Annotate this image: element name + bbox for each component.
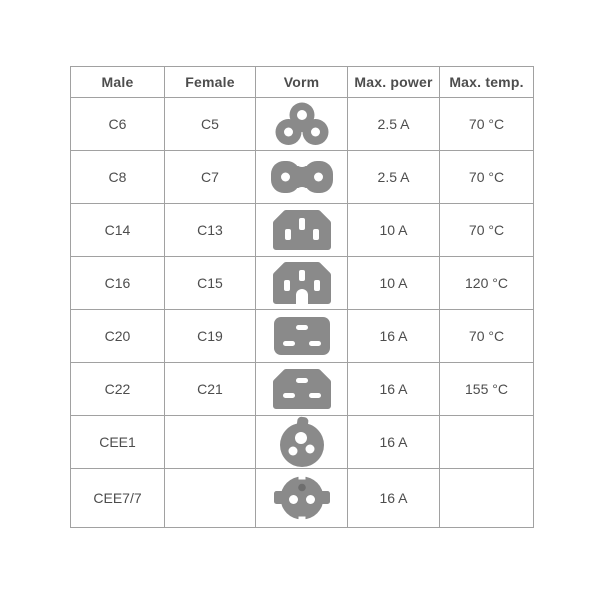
vorm-cell	[256, 310, 348, 363]
female-cell: C7	[165, 151, 256, 204]
c15-connector-icon	[273, 262, 331, 304]
vorm-cell	[256, 363, 348, 416]
max-power-cell: 10 A	[348, 204, 440, 257]
max-power-cell: 16 A	[348, 310, 440, 363]
table-row-c14-c13	[71, 204, 534, 257]
cee77-schuko-connector-icon	[274, 475, 330, 521]
vorm-cell	[256, 98, 348, 151]
vorm-cell	[256, 416, 348, 469]
c5-cloverleaf-connector-icon	[274, 102, 330, 146]
male-cell: C8	[71, 151, 165, 204]
c21-connector-icon	[273, 369, 331, 409]
male-cell: C6	[71, 98, 165, 151]
header-row	[71, 67, 534, 98]
vorm-cell	[256, 204, 348, 257]
vorm-cell	[256, 257, 348, 310]
female-cell	[165, 469, 256, 528]
table-row-c20-c19	[71, 310, 534, 363]
table-row-c6-c5	[71, 98, 534, 151]
male-cell: CEE1	[71, 416, 165, 469]
female-cell: C13	[165, 204, 256, 257]
max-temp-cell	[440, 469, 534, 528]
c19-connector-icon	[274, 317, 330, 355]
connector-table	[70, 66, 534, 528]
male-cell: C14	[71, 204, 165, 257]
max-power-cell: 16 A	[348, 363, 440, 416]
male-cell: C20	[71, 310, 165, 363]
female-cell: C19	[165, 310, 256, 363]
max-power-cell: 16 A	[348, 416, 440, 469]
female-cell: C5	[165, 98, 256, 151]
male-cell: C16	[71, 257, 165, 310]
table-row-c16-c15	[71, 257, 534, 310]
max-power-cell: 16 A	[348, 469, 440, 528]
max-temp-cell: 70 °C	[440, 98, 534, 151]
table-row-cee1	[71, 416, 534, 469]
female-cell: C15	[165, 257, 256, 310]
male-cell: CEE7/7	[71, 469, 165, 528]
max-temp-cell: 70 °C	[440, 310, 534, 363]
header-male: Male	[71, 67, 165, 98]
vorm-cell	[256, 469, 348, 528]
header-female: Female	[165, 67, 256, 98]
table-row-cee77	[71, 469, 534, 528]
cee1-connector-icon	[278, 416, 326, 468]
max-power-cell: 2.5 A	[348, 151, 440, 204]
max-temp-cell: 155 °C	[440, 363, 534, 416]
max-temp-cell: 120 °C	[440, 257, 534, 310]
header-vorm: Vorm	[256, 67, 348, 98]
male-cell: C22	[71, 363, 165, 416]
table-row-c22-c21	[71, 363, 534, 416]
c13-connector-icon	[273, 210, 331, 250]
max-power-cell: 10 A	[348, 257, 440, 310]
table-row-c8-c7	[71, 151, 534, 204]
max-power-cell: 2.5 A	[348, 98, 440, 151]
header-max-temp: Max. temp.	[440, 67, 534, 98]
header-max-power: Max. power	[348, 67, 440, 98]
vorm-cell	[256, 151, 348, 204]
max-temp-cell: 70 °C	[440, 151, 534, 204]
max-temp-cell: 70 °C	[440, 204, 534, 257]
female-cell: C21	[165, 363, 256, 416]
c7-figure8-connector-icon	[271, 161, 333, 193]
max-temp-cell	[440, 416, 534, 469]
female-cell	[165, 416, 256, 469]
